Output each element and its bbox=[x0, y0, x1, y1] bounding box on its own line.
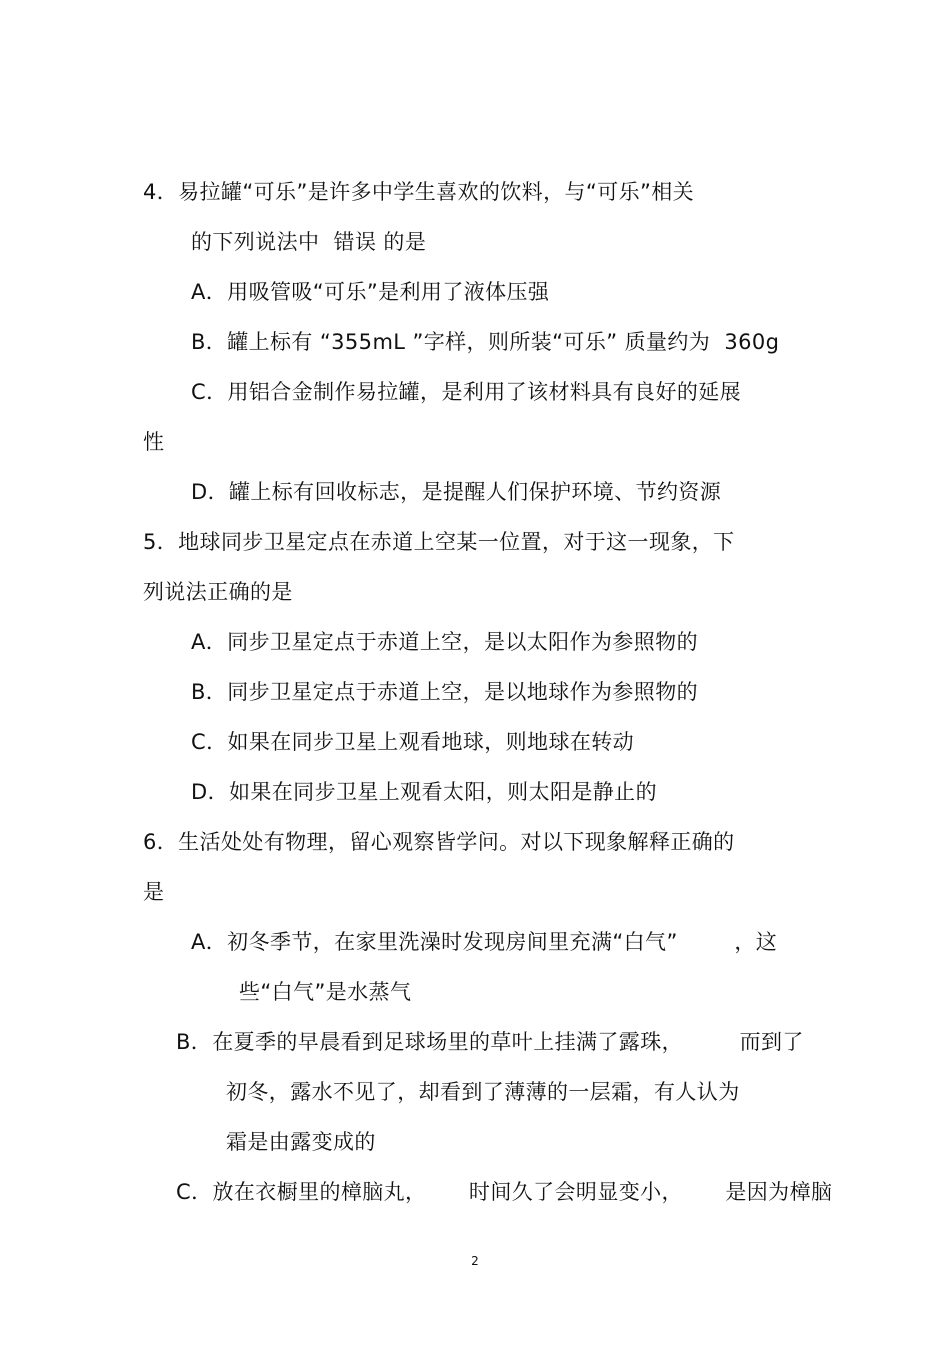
question-6-stem-line2: 是 bbox=[143, 880, 165, 904]
question-4-option-c-line1: C．用铝合金制作易拉罐，是利用了该材料具有良好的延展 bbox=[191, 380, 742, 404]
question-6-option-a-line1: A．初冬季节，在家里洗澡时发现房间里充满“白气” ，这 bbox=[191, 930, 778, 954]
question-4-option-b: B．罐上标有 “355mL ”字样，则所装“可乐” 质量约为 360g bbox=[191, 330, 780, 354]
page-number: 2 bbox=[471, 1254, 479, 1268]
question-5-option-d: D．如果在同步卫星上观看太阳，则太阳是静止的 bbox=[191, 780, 657, 804]
question-6-option-b-line3: 霜是由露变成的 bbox=[226, 1130, 376, 1154]
question-4-option-a: A．用吸管吸“可乐”是利用了液体压强 bbox=[191, 280, 550, 304]
question-4-stem-line1: 4．易拉罐“可乐”是许多中学生喜欢的饮料，与“可乐”相关 bbox=[143, 180, 695, 204]
question-6-option-b-line2: 初冬，露水不见了，却看到了薄薄的一层霜，有人认为 bbox=[226, 1080, 740, 1104]
question-6-option-a-line2: 些“白气”是水蒸气 bbox=[239, 980, 412, 1004]
question-5-option-c: C．如果在同步卫星上观看地球，则地球在转动 bbox=[191, 730, 635, 754]
question-4-option-c-line2: 性 bbox=[143, 430, 165, 454]
question-6-option-c-line1: C．放在衣橱里的樟脑丸， 时间久了会明显变小， 是因为樟脑 bbox=[176, 1180, 833, 1204]
question-5-stem-line2: 列说法正确的是 bbox=[143, 580, 293, 604]
question-5-stem-line1: 5．地球同步卫星定点在赤道上空某一位置，对于这一现象，下 bbox=[143, 530, 735, 554]
question-5-option-b: B．同步卫星定点于赤道上空，是以地球作为参照物的 bbox=[191, 680, 699, 704]
question-4-stem-line2: 的下列说法中 错误 的是 bbox=[191, 230, 427, 254]
question-6-option-b-line1: B．在夏季的早晨看到足球场里的草叶上挂满了露珠， 而到了 bbox=[176, 1030, 804, 1054]
question-5-option-a: A．同步卫星定点于赤道上空，是以太阳作为参照物的 bbox=[191, 630, 698, 654]
question-4-option-d: D．罐上标有回收标志，是提醒人们保护环境、节约资源 bbox=[191, 480, 722, 504]
question-6-stem-line1: 6．生活处处有物理，留心观察皆学问。对以下现象解释正确的 bbox=[143, 830, 735, 854]
